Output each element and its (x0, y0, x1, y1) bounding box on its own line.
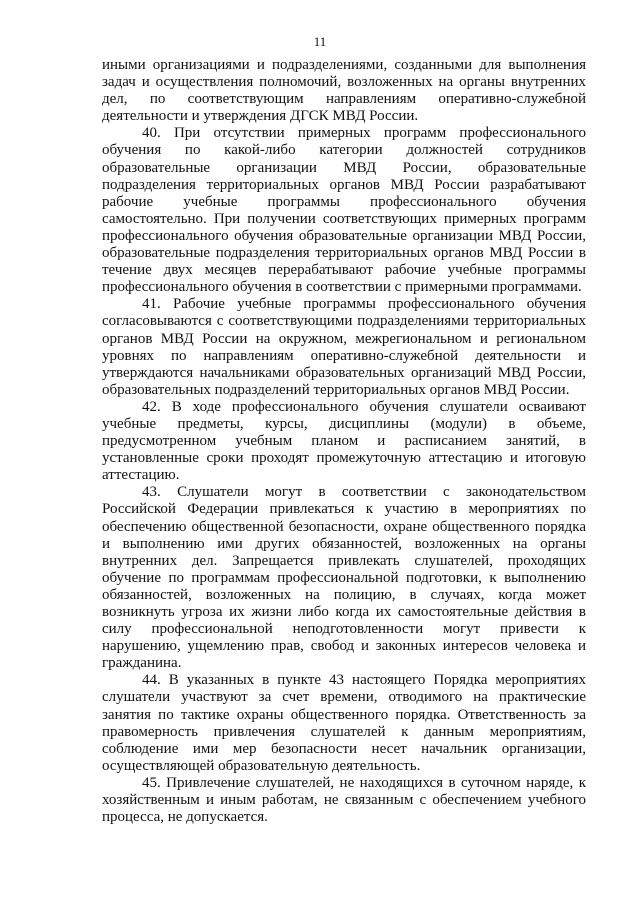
paragraph-42: 42. В ходе профессионального обучения слушатели осваивают учебные предметы, курсы, дисциплины (модули) в объеме, предусмотренном учебным планом и расписанием занятий, в установленные сроки проходят промежуточную аттестацию и итоговую аттестацию. (102, 398, 586, 484)
paragraph-43: 43. Слушатели могут в соответствии с законодательством Российской Федерации привлекаться к участию в мероприятиях по обеспечению общественной безопасности, охране общественного порядка и выполнению ими других обязанностей, возложенных на органы внутренних дел. Запрещается привлекать слушателей, проходящих обучение по программам профессиональной подготовки, к выполнению обязанностей, возложенных на полицию, в случаях, когда может возникнуть угроза их жизни либо когда их самостоятельные действия в силу профессиональной неподготовленности могут привести к нарушению, ущемлению прав, свобод и законных интересов человека и гражданина. (102, 484, 586, 672)
document-body (102, 57, 586, 826)
paragraph-40: 40. При отсутствии примерных программ профессионального обучения по какой-либо категории должностей сотрудников образовательные организации МВД России, образовательные подразделения территориальных органов МВД России разрабатывают рабочие учебные программы профессионального обучения самостоятельно. При получении соответствующих примерных программ профессионального обучения образовательные организации МВД России, образовательные подразделения территориальных органов МВД России в течение двух месяцев перерабатывают рабочие учебные программы профессионального обучения в соответствии с примерными программами. (102, 125, 586, 296)
paragraph-41: 41. Рабочие учебные программы профессионального обучения согласовываются с соответствующими подразделениями территориальных органов МВД России на окружном, межрегиональном и региональном уровнях по направлениям оперативно-служебной деятельности и утверждаются начальниками образовательных организаций МВД России, образовательных подразделений территориальных органов МВД России. (102, 296, 586, 398)
page-number: 11 (313, 34, 327, 49)
paragraph-45: 45. Привлечение слушателей, не находящихся в суточном наряде, к хозяйственным и иным работам, не связанным с обеспечением учебного процесса, не допускается. (102, 774, 586, 826)
paragraph-44: 44. В указанных в пункте 43 настоящего Порядка мероприятиях слушатели участвуют за счет времени, отводимого на практические занятия по тактике охраны общественного порядка. Ответственность за правомерность привлечения слушателей к данным мероприятиям, соблюдение ими мер безопасности несет начальник организации, осуществляющей образовательную деятельность. (102, 672, 586, 774)
paragraph-continuation: иными организациями и подразделениями, созданными для выполнения задач и осуществления полномочий, возложенных на органы внутренних дел, по соответствующим направлениям оперативно-служебной деятельности и утверждения ДГСК МВД России. (102, 57, 586, 125)
